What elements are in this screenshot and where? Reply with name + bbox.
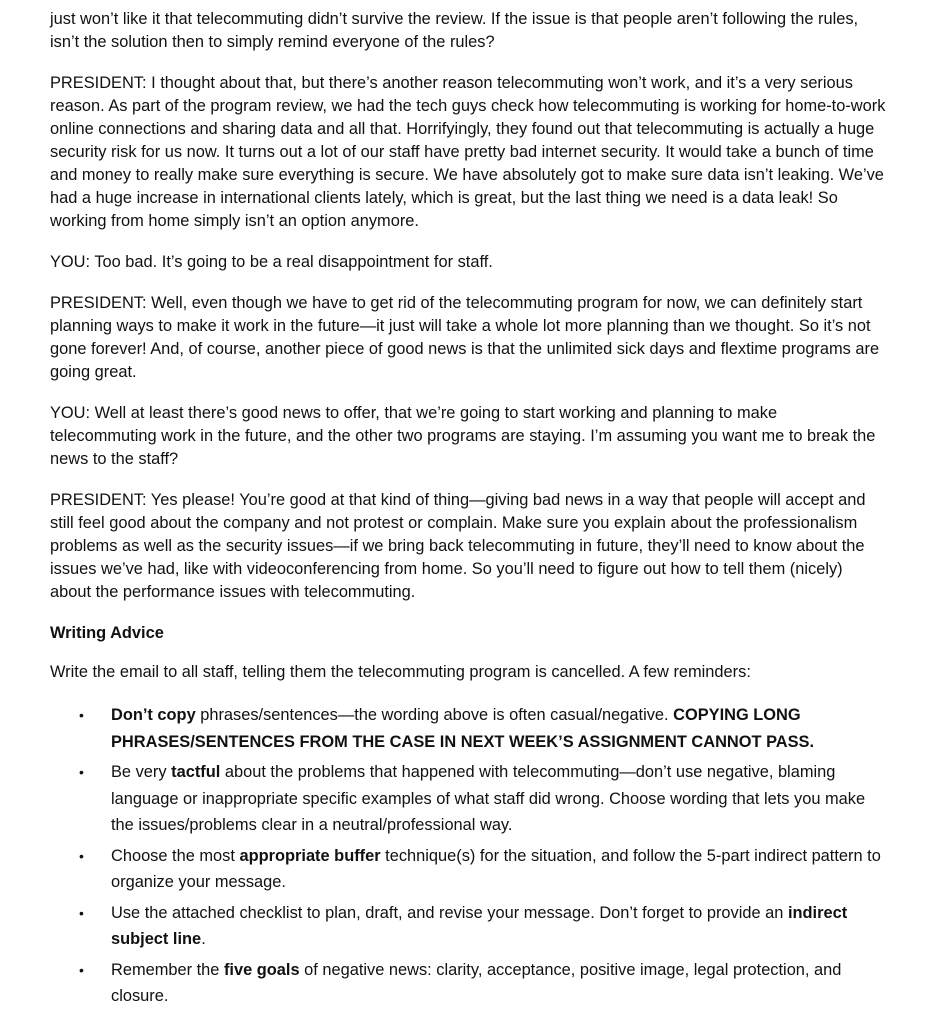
list-item [50, 702, 886, 755]
paragraph-president-request: PRESIDENT: Yes please! You’re good at that kind of thing—giving bad news in a way that people will accept and still feel good about the company and not protest or complain. Make sure you explain about the professionalism problems as well as the security issues—if we bring back telecommuting in future, they’ll need to know about the issues we’ve had, like with videoconferencing from home. So you’ll need to figure out how to tell them (nicely) about the performance issues with telecommuting. [50, 491, 866, 601]
advice-list [50, 702, 886, 1010]
writing-advice-intro: Write the email to all staff, telling them the telecommuting program is cancelled. A few reminders: [50, 663, 751, 681]
item-text: about the problems that happened with telecommuting—don’t use negative, blaming language or inappropriate specific examples of what staff did wrong. Choose wording that lets you make the issues/problems clear in a neutral/professional way. [111, 763, 866, 834]
list-item [50, 843, 886, 896]
paragraph-you-too-bad: YOU: Too bad. It’s going to be a real disappointment for staff. [50, 253, 493, 271]
list-item [50, 900, 886, 953]
list-item [50, 759, 886, 839]
item-text: Choose the most [111, 846, 240, 865]
paragraph-you-rules: just won’t like it that telecommuting didn’t survive the review. If the issue is that people aren’t following the rules, isn’t the solution then to simply remind everyone of the rules? [50, 10, 859, 51]
bullet-icon: • [79, 764, 84, 780]
bullet-icon: • [79, 904, 84, 921]
item-text: technique(s) for the situation, and follow the 5-part indirect pattern to organize your message. [111, 846, 881, 891]
item-text: Be very [111, 763, 172, 781]
item-text: Remember the [111, 960, 224, 979]
list-item [50, 957, 886, 1010]
bullet-icon: • [79, 847, 84, 864]
paragraph-president-future: PRESIDENT: Well, even though we have to get rid of the telecommuting program for now, we can definitely start planning ways to make it work in the future—it just will take a whole lot more planning than we thought. So it’s not gone forever! And, of course, another piece of good news is that the unlimited sick days and flextime programs are going great. [50, 294, 880, 381]
bold-text: appropriate buffer [239, 846, 381, 865]
bold-text: Don’t copy [111, 706, 196, 724]
bullet-icon: • [79, 707, 84, 723]
bold-text: COPYING LONG PHRASES/SENTENCES FROM THE CASE IN NEXT WEEK’S ASSIGNMENT CANNOT PASS. [111, 706, 815, 751]
item-text: phrases/sentences—the wording above is often casual/negative. [195, 706, 674, 724]
item-text: . [201, 930, 206, 948]
writing-advice-heading: Writing Advice [50, 624, 164, 642]
bullet-icon: • [79, 961, 84, 978]
bold-text: five goals [223, 960, 300, 979]
paragraph-president-security: PRESIDENT: I thought about that, but there’s another reason telecommuting won’t work, and it’s a very serious reason. As part of the program review, we had the tech guys check how telecommuting is working for home-to-work online connections and sharing data and all that. Horrifyingly, they found out that telecommuting is actually a huge security risk for us now. It turns out a lot of our staff have pretty bad internet security. It would take a bunch of time and money to really make sure everything is secure. We have absolutely got to make sure data isn’t leaking. We’ve had a huge increase in international clients lately, which is great, but the last thing we need is a data leak! So working from home simply isn’t an option anymore. [50, 74, 886, 230]
paragraph-you-good-news: YOU: Well at least there’s good news to offer, that we’re going to start working and planning to make telecommuting work in the future, and the other two programs are staying. I’m assuming you want me to break the news to the staff? [50, 404, 876, 468]
bold-text: tactful [171, 763, 221, 781]
bold-text: indirect subject line [111, 903, 848, 948]
item-text: Use the attached checklist to plan, draft, and revise your message. Don’t forget to provide an [111, 903, 788, 922]
item-text: of negative news: clarity, acceptance, positive image, legal protection, and closure. [111, 960, 842, 1005]
